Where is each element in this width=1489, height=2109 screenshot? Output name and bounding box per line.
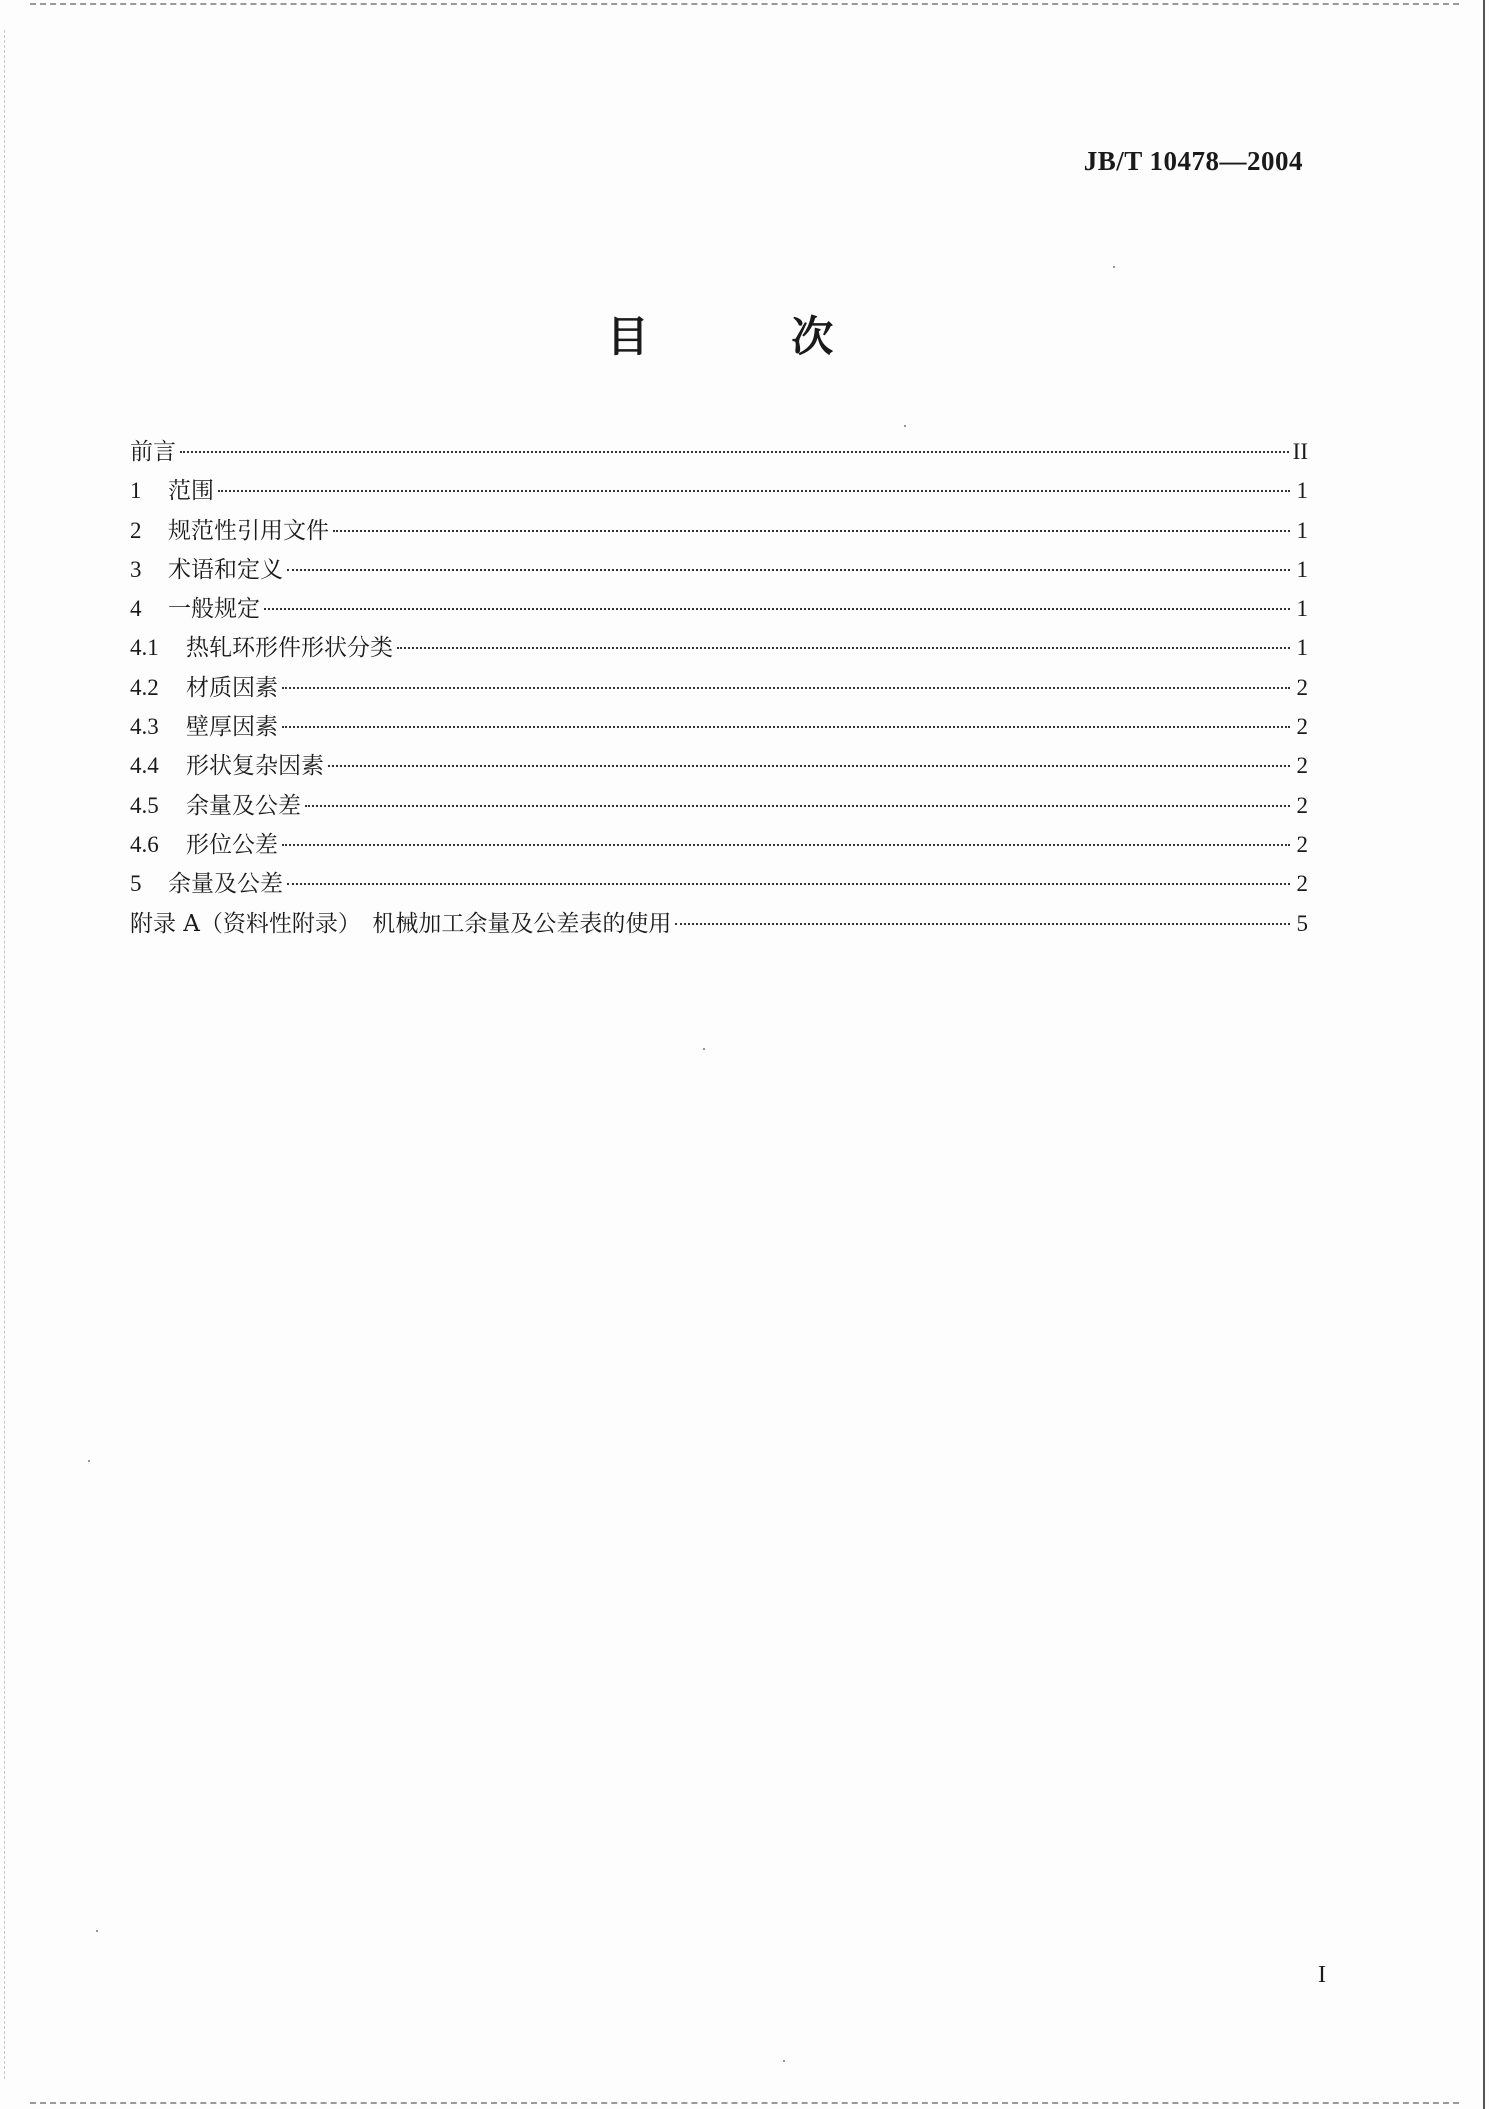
toc-entry-number: 4.6	[130, 831, 159, 857]
scan-edge-bottom	[30, 2102, 1459, 2104]
toc-entry	[130, 825, 1308, 864]
toc-entry-page: II	[1292, 439, 1308, 464]
toc-entry	[130, 864, 1308, 903]
toc-entry-number: 5	[130, 871, 142, 897]
toc-dot-leader	[333, 530, 1290, 532]
toc-entry-label: 规范性引用文件	[168, 517, 329, 544]
toc-entry-number: 4.4	[130, 753, 159, 779]
toc-entry	[130, 550, 1308, 589]
toc-entry-label: 前言	[130, 439, 176, 465]
toc-entry-number: 4.5	[130, 792, 159, 818]
toc-entry-page: 1	[1296, 517, 1308, 543]
toc-entry-label: 壁厚因素	[186, 714, 278, 741]
toc-entry	[130, 707, 1308, 746]
toc-entry	[130, 904, 1308, 943]
toc-dot-leader	[675, 923, 1290, 925]
toc-entry	[130, 786, 1308, 825]
toc-dot-leader	[282, 687, 1290, 689]
toc-dot-leader	[218, 490, 1290, 492]
scan-speck	[703, 1048, 705, 1050]
toc-entry	[130, 589, 1308, 628]
toc-dot-leader	[264, 608, 1290, 610]
toc-entry-page: 1	[1296, 556, 1308, 582]
toc-entry	[130, 668, 1308, 707]
toc-entry-number: 3	[130, 556, 142, 582]
toc-entry-number: 2	[130, 517, 142, 543]
scan-speck	[96, 1930, 98, 1932]
toc-entry-label: 余量及公差	[186, 792, 301, 819]
table-of-contents	[130, 432, 1308, 943]
toc-dot-leader	[328, 765, 1290, 767]
toc-entry-label: 形状复杂因素	[186, 753, 324, 780]
toc-entry-label: 形位公差	[186, 831, 278, 858]
toc-entry-label: 材质因素	[186, 674, 278, 701]
scan-speck	[88, 1460, 90, 1462]
toc-entry	[130, 511, 1308, 550]
scan-speck	[1113, 266, 1115, 268]
page-title: 目 次	[606, 312, 898, 361]
toc-dot-leader	[287, 569, 1290, 571]
toc-entry-number: 4.2	[130, 674, 159, 700]
toc-entry-label: 热轧环形件形状分类	[186, 635, 393, 662]
toc-entry-page: 2	[1296, 674, 1308, 700]
toc-entry-number: 4.3	[130, 714, 159, 740]
toc-dot-leader	[180, 451, 1289, 453]
toc-dot-leader	[282, 726, 1290, 728]
scan-speck	[904, 425, 906, 427]
toc-entry-number: 4.1	[130, 635, 159, 661]
toc-entry-page: 5	[1296, 910, 1308, 936]
toc-entry-page: 1	[1296, 635, 1308, 661]
page-number: I	[1318, 1962, 1326, 1988]
toc-entry	[130, 628, 1308, 667]
toc-entry-page: 2	[1296, 792, 1308, 818]
toc-entry-page: 1	[1296, 596, 1308, 622]
toc-entry	[130, 471, 1308, 510]
scan-speck	[783, 2060, 785, 2062]
toc-dot-leader	[287, 883, 1290, 885]
toc-entry	[130, 432, 1308, 471]
toc-entry-label: 范围	[168, 478, 214, 505]
toc-entry-label: 术语和定义	[168, 556, 283, 583]
toc-entry-number: 1	[130, 478, 142, 504]
scan-edge-top	[30, 3, 1459, 5]
toc-entry-page: 2	[1296, 753, 1308, 779]
scan-edge-right	[1483, 0, 1485, 2109]
standard-code: JB/T 10478—2004	[1083, 146, 1303, 176]
toc-dot-leader	[305, 805, 1290, 807]
toc-dot-leader	[397, 647, 1290, 649]
toc-entry-label: 一般规定	[168, 596, 260, 623]
toc-dot-leader	[282, 844, 1290, 846]
toc-entry	[130, 746, 1308, 785]
toc-entry-label: 余量及公差	[168, 871, 283, 898]
toc-entry-page: 2	[1296, 714, 1308, 740]
toc-entry-page: 1	[1296, 478, 1308, 504]
toc-entry-number: 4	[130, 596, 142, 622]
toc-entry-page: 2	[1296, 871, 1308, 897]
toc-entry-page: 2	[1296, 831, 1308, 857]
toc-entry-label: 附录 A（资料性附录） 机械加工余量及公差表的使用	[130, 910, 672, 937]
